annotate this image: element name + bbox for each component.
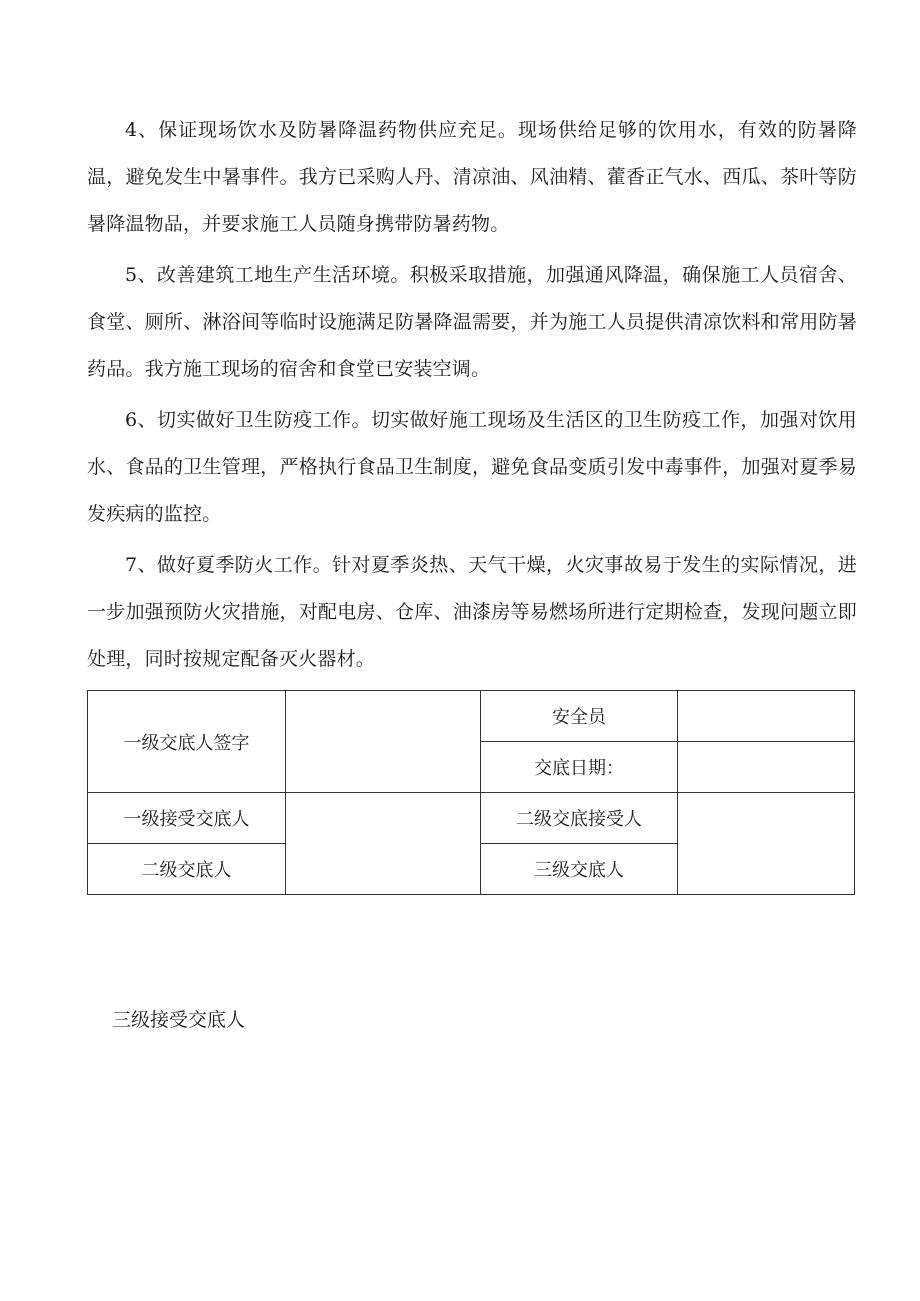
paragraph-living-environment: 5、改善建筑工地生产生活环境。积极采取措施，加强通风降温，确保施工人员宿舍、食堂、厕所、淋浴间等临时设施满足防暑降温需要，并为施工人员提供清凉饮料和常用防暑药品。我方施工现场的宿舍和食堂已安装空调。 <box>87 264 857 380</box>
paragraph-sanitation: 6、切实做好卫生防疫工作。切实做好施工现场及生活区的卫生防疫工作，加强对饮用水、食品的卫生管理，严格执行食品卫生制度，避免食品变质引发中毒事件，加强对夏季易发疾病的监控。 <box>87 409 857 525</box>
safety-officer-label: 安全员 <box>481 691 678 742</box>
handover-date-label: 交底日期： <box>481 742 678 793</box>
handover-date-field[interactable] <box>678 742 855 793</box>
second-level-receiver-label: 二级交底接受人 <box>481 793 678 844</box>
body-text <box>87 107 857 687</box>
third-level-giver-label: 三级交底人 <box>481 844 678 895</box>
third-level-receiver-label: 三级接受交底人 <box>112 1009 246 1031</box>
first-level-signer-field[interactable] <box>286 691 481 793</box>
table-row <box>88 793 855 844</box>
safety-officer-field[interactable] <box>678 691 855 742</box>
right-signature-field[interactable] <box>678 793 855 895</box>
paragraph-fire-prevention: 7、做好夏季防火工作。针对夏季炎热、天气干燥，火灾事故易于发生的实际情况，进一步加强预防火灾措施，对配电房、仓库、油漆房等易燃场所进行定期检查，发现问题立即处理，同时按规定配备灭火器材。 <box>87 554 857 670</box>
first-level-receiver-label: 一级接受交底人 <box>88 793 286 844</box>
middle-signature-field[interactable] <box>286 793 481 895</box>
signoff-table <box>87 690 855 895</box>
first-level-signer-label: 一级交底人签字 <box>88 691 286 793</box>
second-level-giver-label: 二级交底人 <box>88 844 286 895</box>
table-row <box>88 691 855 742</box>
paragraph-water-supply: 4、保证现场饮水及防暑降温药物供应充足。现场供给足够的饮用水，有效的防暑降温，避免发生中暑事件。我方已采购人丹、清凉油、风油精、藿香正气水、西瓜、茶叶等防暑降温物品，并要求施工人员随身携带防暑药物。 <box>87 119 857 235</box>
